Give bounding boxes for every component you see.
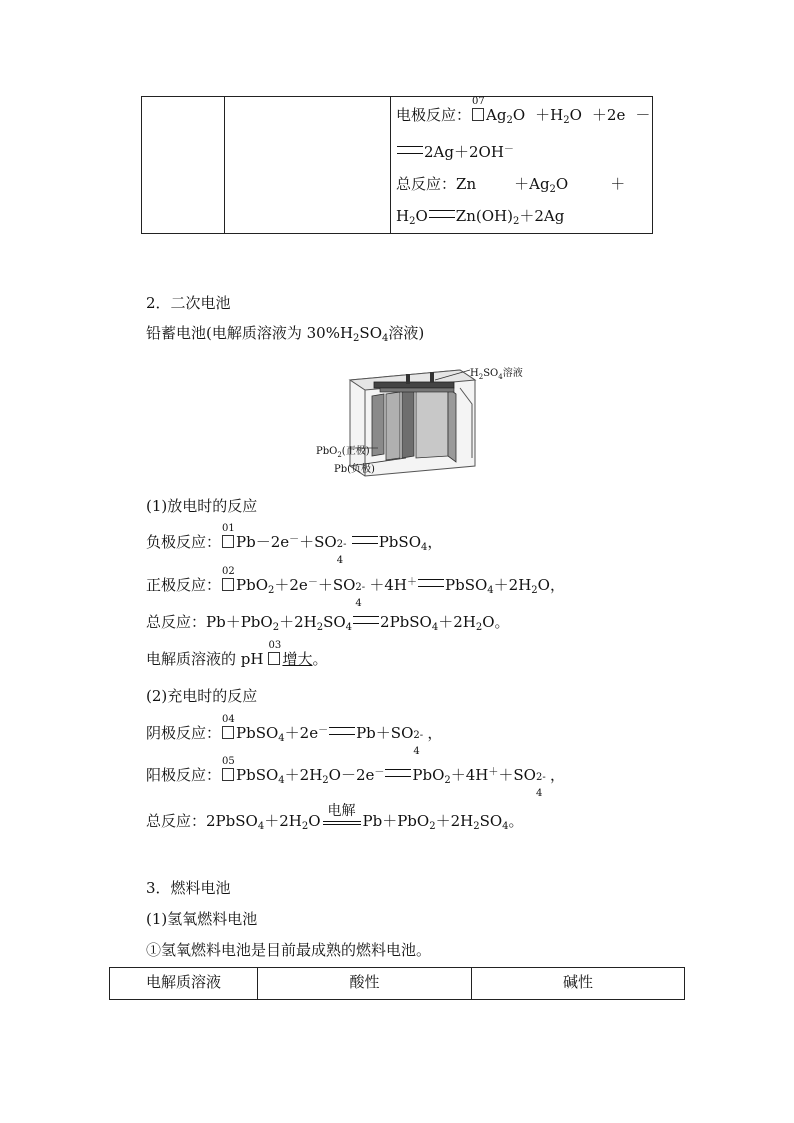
electrode-reaction-line-1: 电极反应： 07 $Ag_2O +H_2O +2e$ － [396,96,651,126]
equals-sign [385,769,411,777]
answer-ph-increase: 增大 [282,650,313,668]
discharge-negative-reaction: 负极反应： 01 Pb－2e－＋SO 2- 4 PbSO$_4$， [146,523,443,566]
discharge-total-reaction: 总反应：$Pb+PbO_2+2H_2SO_4$ $2PbSO_4+2H_2O$。 [146,613,510,633]
answer-marker: 03 [268,652,280,665]
section-heading-fuel-cell: 3．燃料电池 [146,879,231,897]
charge-title: (2)充电时的反应 [146,687,258,705]
table-header-acidic: 酸性 [349,973,380,991]
equals-sign [353,616,379,624]
discharge-title: (1)放电时的反应 [146,497,258,515]
electrode-reaction-line-2: 2Ag＋2OH－ [396,141,514,162]
equals-sign [352,536,378,544]
answer-marker: 05 [222,768,234,781]
electrolyte-ph-line: 电解质溶液的 pH 03 增大。 [146,640,328,668]
electrolysis-arrow: 电解 [323,812,361,828]
answer-marker: 01 [222,535,234,548]
table-header-electrolyte: 电解质溶液 [145,973,221,991]
charge-cathode-reaction: 阴极反应： 04 PbSO$_4$＋2e－ Pb＋SO 2- 4 ， [146,714,443,757]
fuel-cell-table [109,967,685,1000]
total-reaction-line-1: 总反应：$Zn +Ag_2O$ ＋ [396,175,626,195]
equals-sign [397,146,423,154]
answer-marker: 04 [222,726,234,739]
label-pbo2-positive: PbO$_2$(正极) [316,446,370,459]
label-pb-negative: Pb(负极) [334,464,375,475]
table-divider [224,97,225,233]
total-reaction-line-2: $H_2O$ $Zn(OH)_2+2Ag$ [396,207,565,227]
equals-sign [329,727,355,735]
hydrogen-fuel-cell-subtitle: (1)氢氧燃料电池 [146,910,258,928]
lead-battery-intro: 铅蓄电池(电解质溶液为 $30\%H_2SO_4$溶液) [146,324,425,344]
answer-marker: 07 [472,108,484,121]
answer-marker: 02 [222,578,234,591]
section-heading-secondary-battery: 2．二次电池 [146,294,231,312]
equals-sign [418,579,444,587]
discharge-positive-reaction: 正极反应： 02 PbO$_2$＋2e－＋SO 2- 4 ＋4H＋ $PbSO_4+2H_2O$， [146,566,565,609]
charge-total-reaction: 总反应：$2PbSO_4+2H_2O$ 电解 $Pb+PbO_2+2H_2SO_4$。 [146,803,524,832]
charge-anode-reaction: 阳极反应： 05 $PbSO_4+2H_2O-2e^-$ PbO$_2$＋4H＋＋SO 2- 4 ， [146,756,565,799]
fuel-cell-note: ①氢氧燃料电池是目前最成熟的燃料电池。 [146,941,432,959]
table-divider [390,97,391,233]
equals-sign [429,210,455,218]
label-h2so4-solution: $H_2SO_4$溶液 [470,368,523,381]
table-header-basic: 碱性 [562,973,593,991]
